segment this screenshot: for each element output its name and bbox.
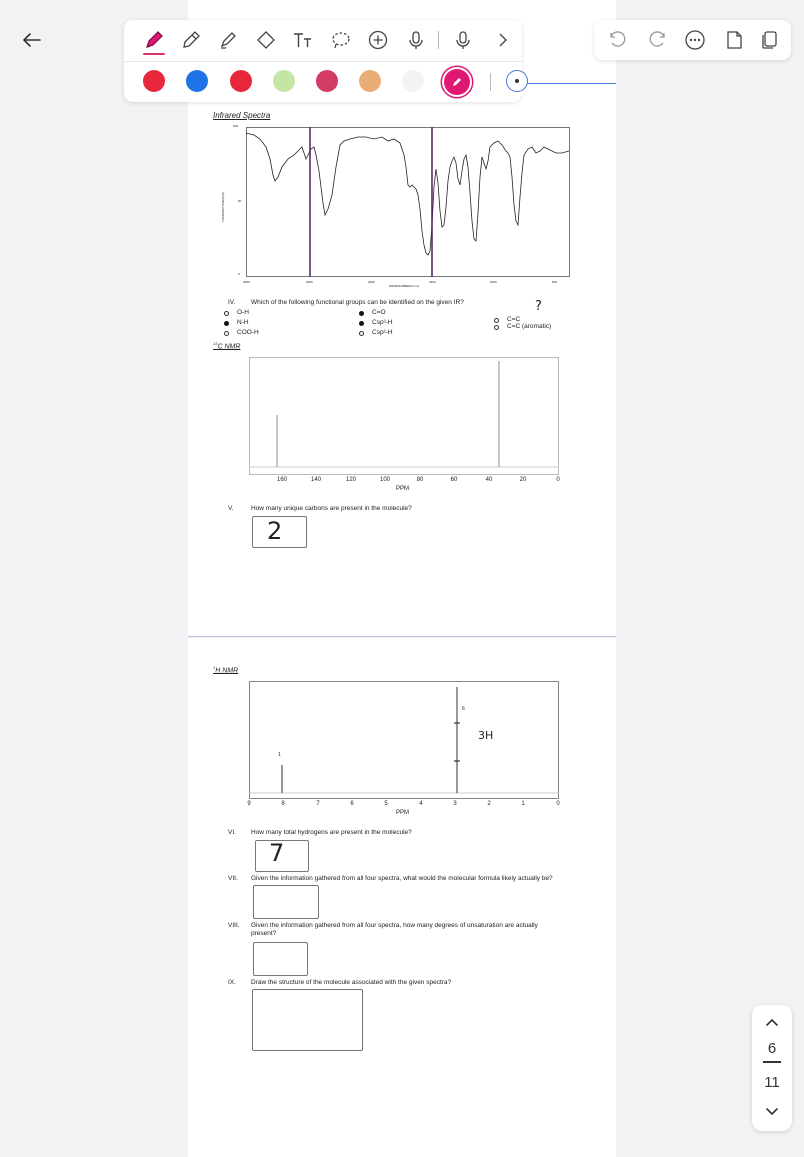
color-swatch-5[interactable]: [316, 70, 338, 92]
q5-number: V.: [228, 505, 234, 512]
q4-option-8-bullet[interactable]: [494, 325, 499, 330]
add-icon: [367, 29, 389, 51]
color-picker-button[interactable]: [444, 69, 470, 95]
eraser-icon: [255, 29, 277, 51]
ir-tick-500: 500: [552, 280, 558, 284]
c13-tick-80: 80: [416, 477, 424, 483]
h1-tick-2: 2: [487, 801, 491, 807]
redo-icon: [646, 29, 668, 51]
c13-nmr-chart: [249, 357, 559, 475]
q4-question: Which of the following functional groups can be identified on the given IR?: [251, 299, 464, 306]
h1-tick-8: 8: [281, 801, 285, 807]
pen-tool-button[interactable]: [141, 27, 167, 53]
ir-tick-3000: 3000: [306, 280, 313, 284]
q8-question-line-2: present?: [251, 930, 277, 937]
handwritten-3h-note: 3H: [478, 729, 494, 742]
more-options-button[interactable]: [682, 27, 708, 53]
q6-number: VI.: [228, 829, 236, 836]
q4-option-8-label: C=C (aromatic): [507, 323, 552, 330]
chevron-up-icon: [764, 1014, 780, 1030]
q4-option-6-bullet[interactable]: [359, 331, 364, 336]
c13-x-axis-label: PPM: [396, 486, 410, 492]
toolbar-separator-2: [490, 73, 491, 91]
q8-number: VIII.: [228, 922, 240, 929]
add-page-icon: [723, 29, 745, 51]
pencil-icon: [450, 75, 464, 89]
c13-tick-160: 160: [276, 477, 287, 483]
color-swatch-3[interactable]: [230, 70, 252, 92]
pen-icon: [143, 29, 165, 51]
color-swatch-2[interactable]: [186, 70, 208, 92]
q4-option-1-label: O-H: [237, 309, 249, 316]
c13-tick-60: 60: [450, 477, 458, 483]
h1-tick-1: 1: [521, 801, 525, 807]
toolbar-separator: [438, 31, 439, 49]
chevron-right-icon: [492, 29, 514, 51]
lasso-icon: [330, 29, 352, 51]
ir-tick-4000: 4000: [243, 280, 250, 284]
q7-question: Given the information gathered from all four spectra, what would the molecular formula likely actually be?: [251, 875, 553, 882]
c13-tick-20: 20: [519, 477, 527, 483]
h1-plot-frame: [250, 682, 559, 799]
ir-plot-frame: [247, 128, 570, 277]
next-page-button[interactable]: [761, 1102, 783, 1122]
undo-button[interactable]: [605, 27, 631, 53]
text-tool-button[interactable]: [290, 27, 316, 53]
h1-tick-5: 5: [384, 801, 388, 807]
current-page-number: 6: [767, 1040, 777, 1057]
h1-tick-7: 7: [316, 801, 320, 807]
color-swatch-4[interactable]: [273, 70, 295, 92]
microphone-button[interactable]: [403, 27, 429, 53]
q7-number: VII.: [228, 875, 238, 882]
arrow-left-icon: [18, 26, 46, 54]
q8-question-line-1: Given the information gathered from all four spectra, how many degrees of unsaturation are actually: [251, 922, 538, 929]
q4-option-7-bullet[interactable]: [494, 318, 499, 323]
microphone-icon: [405, 29, 427, 51]
ir-spectrum-chart: [246, 127, 570, 277]
microphone-button-2[interactable]: [450, 27, 476, 53]
q4-option-4-label: C=O: [372, 309, 386, 316]
h1-tick-3: 3: [453, 801, 457, 807]
more-icon: [684, 29, 706, 51]
ir-tick-1000: 1000: [490, 280, 497, 284]
copy-pages-icon: [758, 29, 780, 51]
pencil-tool-button[interactable]: [178, 27, 204, 53]
highlighter-tool-button[interactable]: [215, 27, 241, 53]
stroke-dot-icon: [515, 79, 519, 83]
pages-overview-button[interactable]: [756, 27, 782, 53]
redo-button[interactable]: [644, 27, 670, 53]
add-button[interactable]: [365, 27, 391, 53]
c13-tick-140: 140: [310, 477, 321, 483]
page-fraction-bar: [763, 1061, 781, 1063]
q4-option-1-bullet[interactable]: [224, 311, 229, 316]
q9-answer-box[interactable]: [252, 989, 363, 1051]
text-icon: [292, 29, 314, 51]
toolbar-guide-line: [519, 83, 616, 84]
q4-option-3-bullet[interactable]: [224, 331, 229, 336]
previous-page-button[interactable]: [761, 1012, 783, 1032]
ir-y-mid: 50: [238, 199, 242, 203]
microphone-icon: [452, 29, 474, 51]
color-swatch-7[interactable]: [402, 70, 424, 92]
ir-y-axis-label: TRANSMITTANCE(%): [221, 192, 225, 222]
eraser-tool-button[interactable]: [253, 27, 279, 53]
lasso-tool-button[interactable]: [328, 27, 354, 53]
q5-question: How many unique carbons are present in the molecule?: [251, 505, 412, 512]
q5-handwritten-answer: 2: [267, 517, 283, 545]
q7-answer-box[interactable]: [253, 885, 319, 919]
pencil-icon: [180, 29, 202, 51]
h1-nmr-chart: [249, 681, 559, 799]
ir-y-top: 100: [233, 124, 239, 128]
c13-tick-100: 100: [379, 477, 390, 483]
ir-y-bottom: 0: [238, 272, 240, 276]
q4-option-6-label: Csp²-H: [372, 329, 393, 336]
q8-answer-box[interactable]: [253, 942, 308, 976]
highlighter-icon: [217, 29, 239, 51]
ir-section-label: Infrared Spectra: [213, 111, 271, 120]
c13-plot-frame: [250, 358, 559, 475]
q4-option-2-bullet[interactable]: [224, 321, 229, 326]
handwritten-question-mark: ?: [535, 299, 542, 314]
q6-handwritten-answer: 7: [269, 839, 285, 867]
undo-icon: [607, 29, 629, 51]
q4-option-2-label: N-H: [237, 319, 249, 326]
page-divider: [188, 636, 616, 637]
c13-tick-0: 0: [556, 477, 560, 483]
q9-question: Draw the structure of the molecule associated with the given spectra?: [251, 979, 452, 986]
color-swatch-1[interactable]: [143, 70, 165, 92]
q4-option-7-label: C=C: [507, 316, 521, 323]
h1-tick-6: 6: [350, 801, 354, 807]
ir-x-axis-label: WAVENUMBER(cm-1): [389, 284, 420, 288]
h1-x-axis-label: PPM: [396, 810, 410, 816]
color-swatch-6[interactable]: [359, 70, 381, 92]
q4-option-5-label: Csp³-H: [372, 319, 393, 326]
add-page-button[interactable]: [721, 27, 747, 53]
toolbar-more-button[interactable]: [490, 27, 516, 53]
q4-option-3-label: COO-H: [237, 329, 259, 336]
h1-tick-9: 9: [247, 801, 251, 807]
q9-number: IX.: [228, 979, 236, 986]
q4-option-5-bullet[interactable]: [359, 321, 364, 326]
q6-question: How many total hydrogens are present in the molecule?: [251, 829, 412, 836]
h1-peak-1-integral: 1: [278, 752, 281, 758]
c13-tick-40: 40: [485, 477, 493, 483]
stroke-size-button[interactable]: [506, 70, 528, 92]
toolbar-divider: [124, 61, 522, 62]
back-button[interactable]: [18, 26, 46, 54]
h1-tick-0: 0: [556, 801, 560, 807]
c13-tick-120: 120: [345, 477, 356, 483]
ir-tick-1500: 1500: [429, 280, 436, 284]
h1-tick-4: 4: [419, 801, 423, 807]
active-tool-indicator: [143, 53, 165, 55]
ir-tick-2000: 2000: [368, 280, 375, 284]
chevron-down-icon: [764, 1104, 780, 1120]
c13-section-label: $^{13}$C NMR: [213, 341, 241, 351]
h1-peak-2-integral: 6: [462, 706, 465, 712]
total-pages: 11: [764, 1074, 780, 1091]
h1-section-label: $^1$H NMR: [213, 665, 239, 675]
q4-number: IV.: [228, 299, 236, 306]
q4-option-4-bullet[interactable]: [359, 311, 364, 316]
